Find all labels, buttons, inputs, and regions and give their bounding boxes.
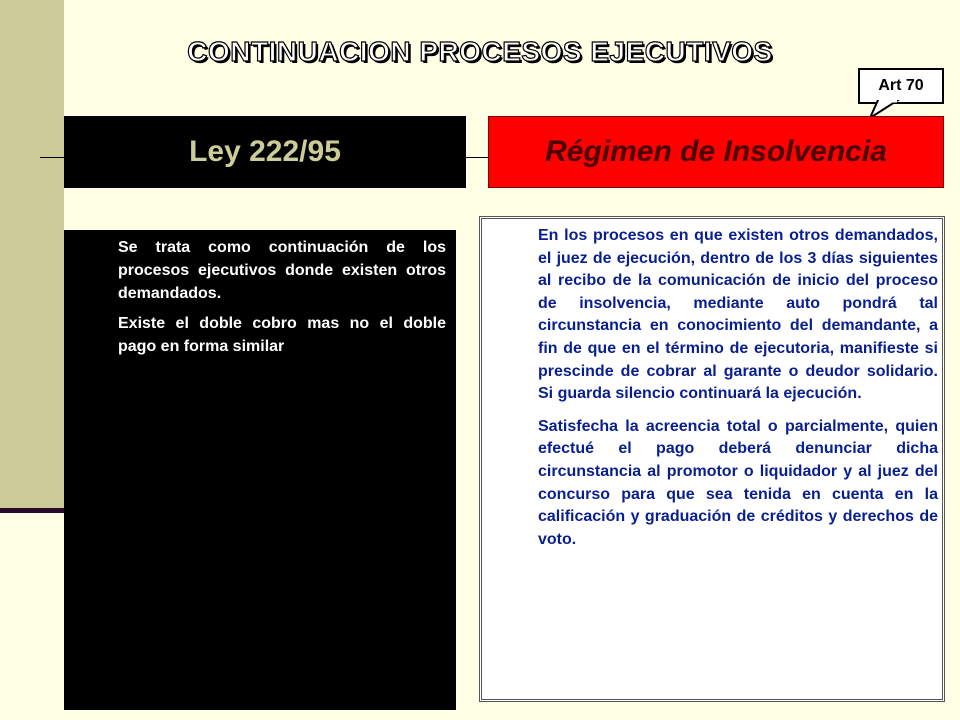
side-decoration-bar [0,0,64,512]
side-bar-underline [0,508,64,513]
law-description-text [118,236,446,365]
insolvency-paragraph: Satisfecha la acreencia total o parcialmente, quien efectué el pago deberá denunciar dicha circunstancia al promotor o liquidador y al juez del concurso para que sea tenida en cuenta en la calificación y graduación de créditos y derechos de voto. [538,417,938,548]
slide-title: CONTINUACION PROCESOS EJECUTIVOS [187,36,773,67]
insolvency-description-text [538,225,938,561]
law-paragraph: Se trata como continuación de los procesos ejecutivos donde existen otros demandados. [118,239,446,302]
article-callout: Art 70 [858,68,944,104]
insolvency-description-panel [479,216,945,702]
connector-line-left [40,157,64,158]
law-paragraph: Existe el doble cobro mas no el doble pago en forma similar [118,315,446,355]
insolvency-header: Régimen de Insolvencia [488,116,944,188]
law-description-panel [64,230,456,710]
connector-line-middle [466,157,488,158]
law-header: Ley 222/95 [64,116,466,188]
insolvency-paragraph: En los procesos en que existen otros demandados, el juez de ejecución, dentro de los 3 días siguientes al recibo de la comunicación de inicio del proceso de insolvencia, mediante auto pondrá tal circunstancia en conocimiento del demandante, a fin de que en el término de ejecutoria, manifieste si prescinde de cobrar al garante o deudor solidario. Si guarda silencio continuará la ejecución. [538,227,938,403]
